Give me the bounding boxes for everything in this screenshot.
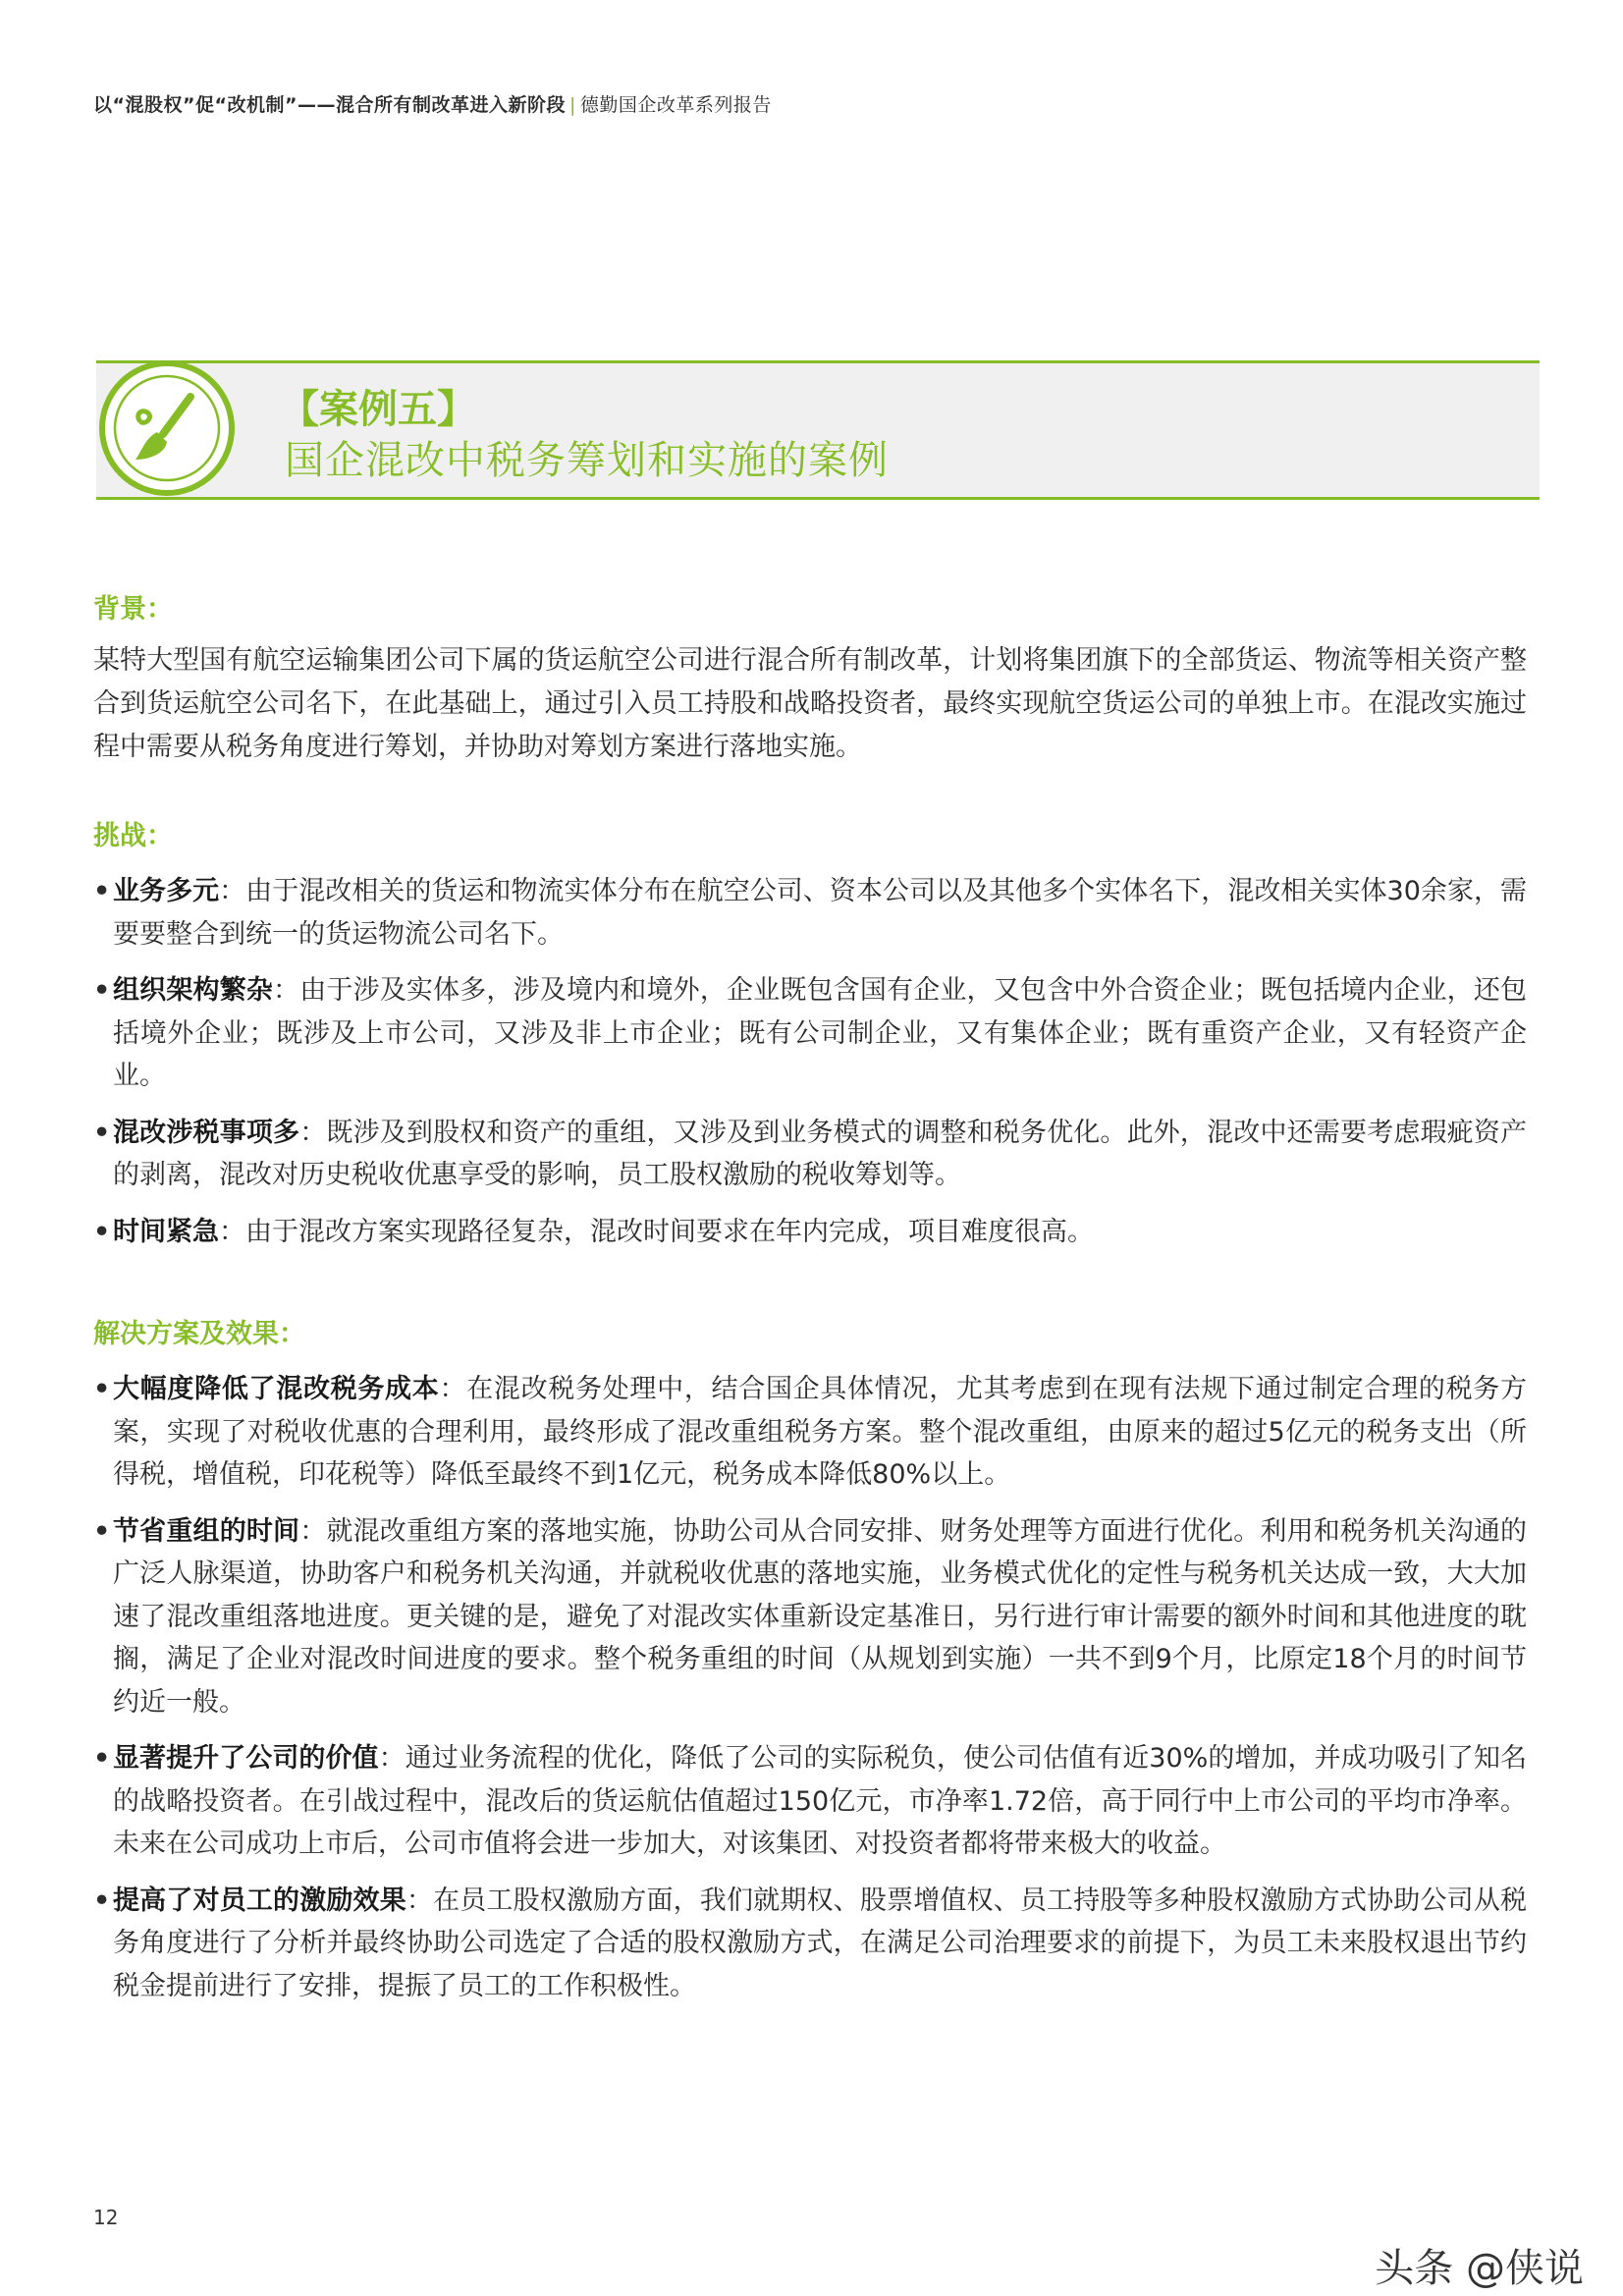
item-lead: 时间紧急 xyxy=(113,1216,219,1247)
list-item: • 大幅度降低了混改税务成本：在混改税务处理中，结合国企具体情况，尤其考虑到在现有法规下通过制定合理的税务方案，实现了对税收优惠的合理利用，最终形成了混改重组税务方案。整个混改重组，由原来的超过5亿元的税务支出（所得税，增值税，印花税等）降低至最终不到1亿元，税务成本降低80%以上。 xyxy=(93,1374,1528,1490)
list-item: • 业务多元：由于混改相关的货运和物流实体分布在航空公司、资本公司以及其他多个实体名下，混改相关实体30余家，需要要整合到统一的货运物流公司名下。 xyxy=(93,876,1528,950)
item-text: ：就混改重组方案的落地实施，协助公司从合同安排、财务处理等方面进行优化。利用和税务机关沟通的广泛人脉渠道，协助客户和税务机关沟通，并就税收优惠的落地实施，业务模式优化的定性与税务机关达成一致，大大加速了混改重组落地进度。更关键的是，避免了对混改实体重新设定基准日，另行进行审计需要的额外时间和其他进度的耽搁，满足了企业对混改时间进度的要求。整个税务重组的时间（从规划到实施）一共不到9个月，比原定18个月的时间节约近一般。 xyxy=(113,1515,1528,1718)
header-separator: | xyxy=(568,94,576,116)
item-lead: 显著提升了公司的价值 xyxy=(113,1743,379,1774)
solutions-heading: 解决方案及效果： xyxy=(93,1319,305,1349)
case-title: 国企混改中税务筹划和实施的案例 xyxy=(285,438,889,483)
item-text: ：既涉及到股权和资产的重组，又涉及到业务模式的调整和税务优化。此外，混改中还需要考虑瑕疵资产的剥离，混改对历史税收优惠享受的影响，员工股权激励的税收筹划等。 xyxy=(113,1117,1528,1190)
item-text: ：由于混改相关的货运和物流实体分布在航空公司、资本公司以及其他多个实体名下，混改相关实体30余家，需要要整合到统一的货运物流公司名下。 xyxy=(113,876,1528,950)
item-lead: 提高了对员工的激励效果 xyxy=(113,1885,406,1916)
item-lead: 组织架构繁杂 xyxy=(113,975,274,1006)
background-text: 某特大型国有航空运输集团公司下属的货运航空公司进行混合所有制改革，计划将集团旗下的全部货运、物流等相关资产整合到货运航空公司名下，在此基础上，通过引入员工持股和战略投资者，最终实现航空货运公司的单独上市。在混改实施过程中需要从税务角度进行筹划，并协助对筹划方案进行落地实施。 xyxy=(93,645,1527,762)
item-text: ：通过业务流程的优化，降低了公司的实际税负，使公司估值有近30%的增加，并成功吸引了知名的战略投资者。在引战过程中，混改后的货运航估值超过150亿元，市净率1.72倍，高于同行中上市公司的平均市净率。未来在公司成功上市后，公司市值将会进一步加大，对该集团、对投资者都将带来极大的收益。 xyxy=(113,1743,1528,1859)
item-text: ：在员工股权激励方面，我们就期权、股票增值权、员工持股等多种股权激励方式协助公司从税务角度进行了分析并最终协助公司选定了合适的股权激励方式，在满足公司治理要求的前提下，为员工未来股权退出节约税金提前进行了安排，提振了员工的工作积极性。 xyxy=(113,1885,1528,2001)
list-item: • 混改涉税事项多：既涉及到股权和资产的重组，又涉及到业务模式的调整和税务优化。此外，混改中还需要考虑瑕疵资产的剥离，混改对历史税收优惠享受的影响，员工股权激励的税收筹划等。 xyxy=(93,1117,1528,1190)
item-lead: 混改涉税事项多 xyxy=(113,1117,300,1148)
item-text: ：由于涉及实体多，涉及境内和境外，企业既包含国有企业，又包含中外合资企业；既包括境内企业，还包括境外企业；既涉及上市公司，又涉及非上市企业；既有公司制企业，又有集体企业；既有重资产企业，又有轻资产企业。 xyxy=(113,975,1528,1091)
report-title: 以“混股权”促“改机制”——混合所有制改革进入新阶段 xyxy=(93,94,566,116)
item-text: ：在混改税务处理中，结合国企具体情况，尤其考虑到在现有法规下通过制定合理的税务方案，实现了对税收优惠的合理利用，最终形成了混改重组税务方案。整个混改重组，由原来的超过5亿元的税务支出（所得税，增值税，印花税等）降低至最终不到1亿元，税务成本降低80%以上。 xyxy=(113,1374,1528,1490)
challenges-list xyxy=(93,870,1527,1253)
list-item: • 时间紧急：由于混改方案实现路径复杂，混改时间要求在年内完成，项目难度很高。 xyxy=(93,1216,1094,1247)
report-series: 德勤国企改革系列报告 xyxy=(579,94,772,116)
background-heading: 背景： xyxy=(93,594,173,625)
list-item: • 组织架构繁杂：由于涉及实体多，涉及境内和境外，企业既包含国有企业，又包含中外合资企业；既包括境内企业，还包括境外企业；既涉及上市公司，又涉及非上市企业；既有公司制企业，又有集体企业；既有重资产企业，又有轻资产企业。 xyxy=(93,975,1528,1091)
watermark: 头条 @侠说 xyxy=(1375,2246,1584,2291)
item-lead: 节省重组的时间 xyxy=(113,1515,300,1547)
case-content xyxy=(93,587,1527,2021)
item-lead: 业务多元 xyxy=(113,876,220,906)
solutions-list xyxy=(93,1368,1527,2007)
list-item: • 节省重组的时间：就混改重组方案的落地实施，协助公司从合同安排、财务处理等方面进行优化。利用和税务机关沟通的广泛人脉渠道，协助客户和税务机关沟通，并就税收优惠的落地实施，业务模式优化的定性与税务机关达成一致，大大加速了混改重组落地进度。更关键的是，避免了对混改实体重新设定基准日，另行进行审计需要的额外时间和其他进度的耽搁，满足了企业对混改时间进度的要求。整个税务重组的时间（从规划到实施）一共不到9个月，比原定18个月的时间节约近一般。 xyxy=(93,1515,1528,1718)
running-header xyxy=(93,90,772,117)
list-item: • 提高了对员工的激励效果：在员工股权激励方面，我们就期权、股票增值权、员工持股等多种股权激励方式协助公司从税务角度进行了分析并最终协助公司选定了合适的股权激励方式，在满足公司治理要求的前提下，为员工未来股权退出节约税金提前进行了安排，提振了员工的工作积极性。 xyxy=(93,1885,1528,2001)
list-item: • 显著提升了公司的价值：通过业务流程的优化，降低了公司的实际税负，使公司估值有近30%的增加，并成功吸引了知名的战略投资者。在引战过程中，混改后的货运航估值超过150亿元，市净率1.72倍，高于同行中上市公司的平均市净率。未来在公司成功上市后，公司市值将会进一步加大，对该集团、对投资者都将带来极大的收益。 xyxy=(93,1743,1528,1859)
page-number: 12 xyxy=(93,2206,119,2229)
item-lead: 大幅度降低了混改税务成本 xyxy=(113,1374,440,1404)
case-tag: 【案例五】 xyxy=(280,387,476,432)
item-text: ：由于混改方案实现路径复杂，混改时间要求在年内完成，项目难度很高。 xyxy=(219,1216,1094,1247)
brush-icon xyxy=(96,357,238,499)
challenges-heading: 挑战： xyxy=(93,821,173,851)
